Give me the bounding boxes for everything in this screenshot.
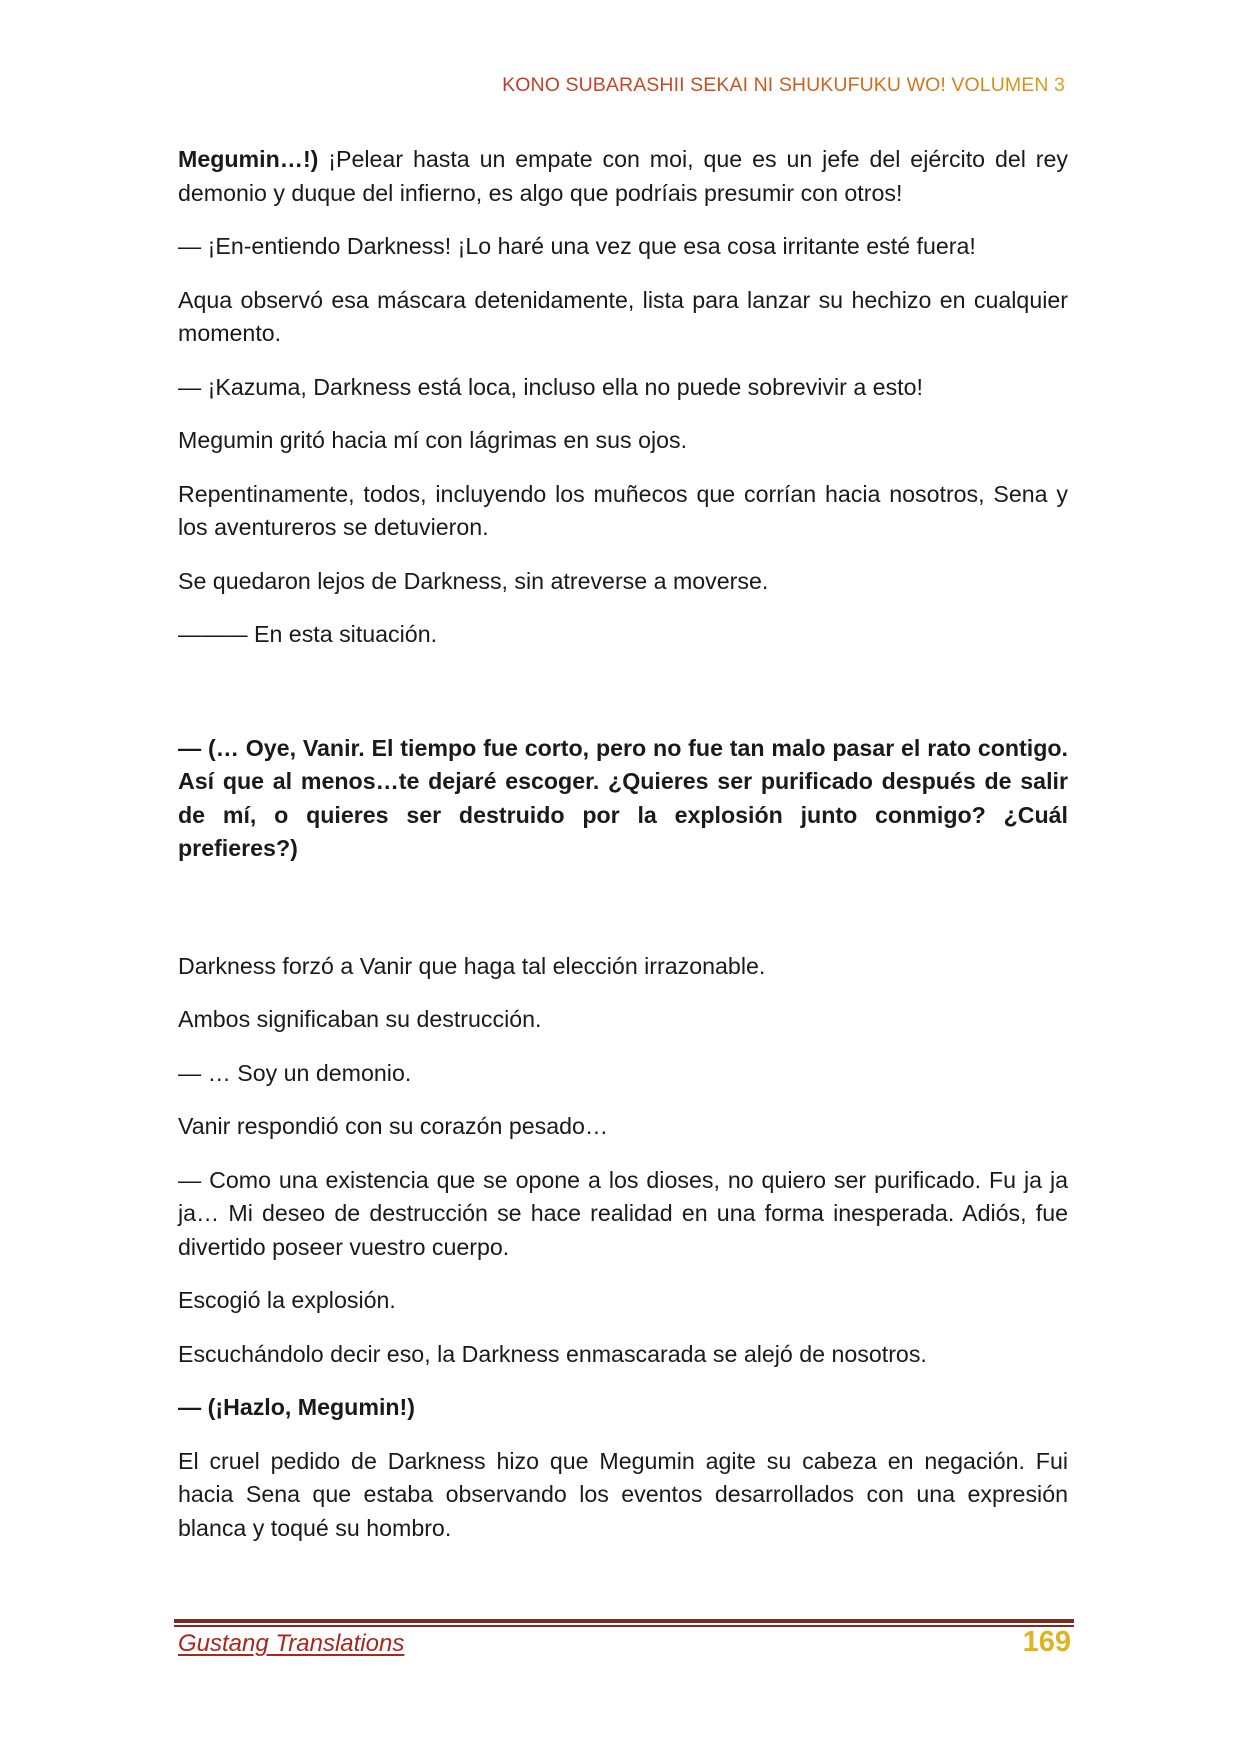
paragraph: Escogió la explosión. <box>178 1287 396 1313</box>
section-spacer <box>178 886 1068 950</box>
bold-paragraph: — (¡Hazlo, Megumin!) <box>178 1394 416 1420</box>
paragraph: Vanir respondió con su corazón pesado… <box>178 1113 609 1139</box>
paragraph: Ambos significaban su destrucción. <box>178 1006 542 1032</box>
paragraph: Escuchándolo decir eso, la Darkness enmascarada se alejó de nosotros. <box>178 1340 927 1367</box>
footer-divider-thick <box>174 1619 1074 1623</box>
page-body <box>178 143 1068 1565</box>
translator-credit-link[interactable]: Gustang Translations <box>178 1630 405 1657</box>
paragraph: — ¡En-entiendo Darkness! ¡Lo haré una vez que esa cosa irritante esté fuera! <box>178 233 976 259</box>
section-spacer <box>178 672 1068 732</box>
footer-divider <box>174 1619 1074 1628</box>
paragraph-text: ¡Pelear hasta un empate con moi, que es un jefe del ejército del rey demonio y duque del infierno, es algo que podríais presumir con otros! <box>178 146 1068 206</box>
paragraph: Aqua observó esa máscara detenidamente, lista para lanzar su hechizo en cualquier momento. <box>178 286 1068 346</box>
paragraph: Se quedaron lejos de Darkness, sin atreverse a moverse. <box>178 567 769 594</box>
speaker-lead: Megumin…!) <box>178 146 319 172</box>
paragraph: — Como una existencia que se opone a los dioses, no quiero ser purificado. Fu ja ja ja… Mi deseo de destrucción se hace realidad en una forma inesperada. Adiós, fue divertido poseer vuestro cuerpo. <box>178 1166 1068 1260</box>
paragraph: — … Soy un demonio. <box>178 1059 412 1086</box>
paragraph: ——— En esta situación. <box>178 621 438 647</box>
paragraph: Repentinamente, todos, incluyendo los muñecos que corrían hacia nosotros, Sena y los aventureros se detuvieron. <box>178 480 1068 540</box>
paragraph: El cruel pedido de Darkness hizo que Megumin agite su cabeza en negación. Fui hacia Sena que estaba observando los eventos desarrollados con una expresión blanca y toqué su hombro. <box>178 1447 1068 1541</box>
paragraph <box>178 143 1068 210</box>
running-header: KONO SUBARASHII SEKAI NI SHUKUFUKU WO! VOLUMEN 3 <box>502 74 1065 96</box>
paragraph: Megumin gritó hacia mí con lágrimas en sus ojos. <box>178 427 688 453</box>
page-number: 169 <box>1022 1626 1071 1658</box>
paragraph: Darkness forzó a Vanir que haga tal elección irrazonable. <box>178 952 766 979</box>
paragraph: — ¡Kazuma, Darkness está loca, incluso ella no puede sobrevivir a esto! <box>178 373 923 400</box>
bold-paragraph: — (… Oye, Vanir. El tiempo fue corto, pero no fue tan malo pasar el rato contigo. Así que al menos…te dejaré escoger. ¿Quieres ser purificado después de salir de mí, o quieres ser destruido por la explosión junto conmigo? ¿Cuál prefieres?) <box>178 734 1068 861</box>
footer-divider-thin <box>174 1625 1074 1627</box>
